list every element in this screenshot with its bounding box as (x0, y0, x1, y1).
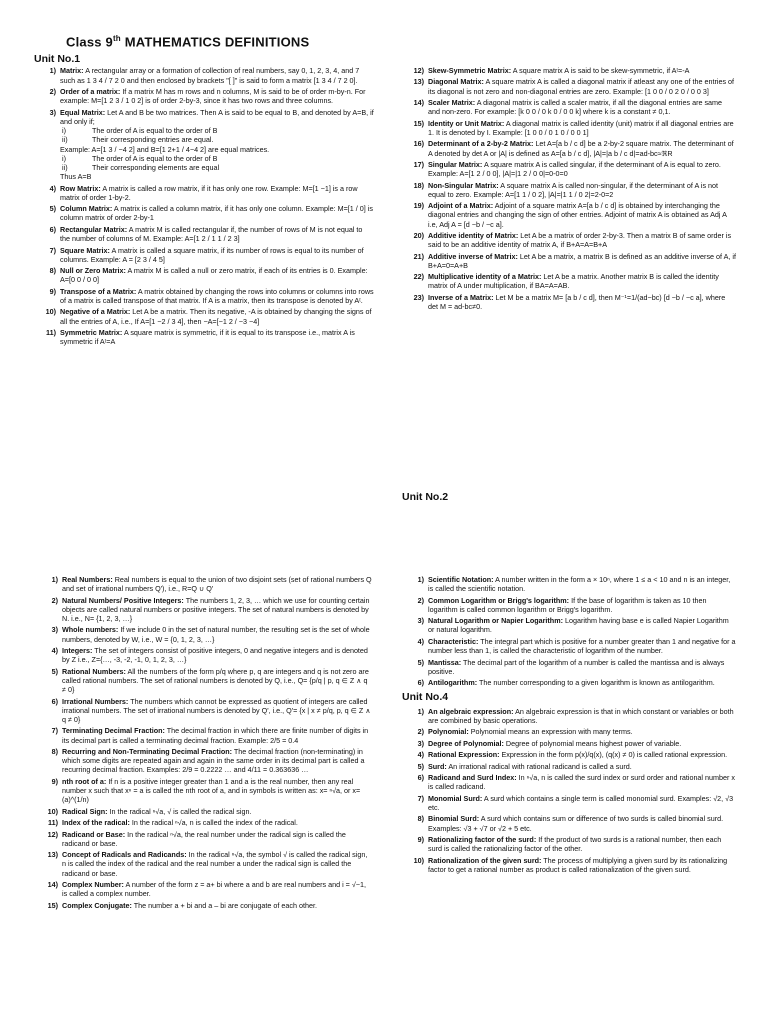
unit1-item (34, 225, 374, 243)
unit1-item (34, 87, 374, 105)
definition-text: The numbers 1, 2, 3, … which we use for counting certain objects are called natural numbers or positive integers. The set of natural numbers is denoted by N. i.e., N= {1, 2, 3, …} (62, 595, 370, 624)
definition-text: Let A be a matrix of order 2-by-3. Then a matrix B of same order is said to be an additive identity of matrix A, if B+A=A=B+A (428, 231, 732, 250)
item-number: 8) (49, 266, 56, 276)
definition-term: Additive identity of Matrix: (428, 231, 519, 240)
definition-term: Additive inverse of Matrix: (428, 251, 518, 261)
definition-term: Integers: (62, 646, 93, 656)
unit3-item (402, 658, 736, 676)
unit1-item (402, 98, 736, 116)
definition-term: Inverse of a Matrix: (428, 292, 494, 302)
unit3-unit4-column (402, 575, 736, 876)
unit2-item (36, 880, 372, 898)
item-number: 2) (417, 727, 424, 737)
definition-text: If the product of two surds is a rational number, then each surd is called the rationalizing factor of the other. (428, 834, 722, 854)
unit1-item (34, 328, 374, 346)
unit3-item (402, 596, 736, 614)
definition-text: A diagonal matrix is called a scaler matrix, if all the diagonal entries are same and non-zero. For example: [k 0 0 / 0 k 0 / 0 0 k] where k is a constant ≠ 0,1. (428, 98, 723, 117)
unit4-item (402, 814, 736, 832)
definition-text: If a matrix M has m rows and n columns, M is said to be of order m-by-n. For example: M=[1 2 3 / 1 0 2] is of order 2-by-3, since it has two rows and three columns. (60, 87, 366, 106)
definition-text: The integral part which is positive for a number greater than 1 and negative for a number less than 1, is called the characteristic of logarithm of the number. (428, 636, 736, 656)
definition-term: Terminating Decimal Fraction: (62, 726, 165, 736)
definition-term: Rational Expression: (428, 750, 500, 760)
unit1-item (402, 231, 736, 249)
definition-term: Antilogarithm: (428, 678, 478, 688)
unit2-item (36, 807, 372, 816)
condition-line (60, 154, 374, 163)
definition-text: Real numbers is equal to the union of two disjoint sets (set of rational numbers Q and set of irrational numbers Q'), i.e., R=Q ∪ Q' (62, 575, 372, 594)
unit4-item (402, 739, 736, 748)
item-number: 18) (413, 180, 424, 190)
unit4-heading: Unit No.4 (402, 691, 449, 704)
unit1-right-list (402, 66, 736, 311)
item-number: 7) (49, 245, 56, 255)
equal-matrix-conditions (60, 126, 374, 181)
condition-line (60, 126, 374, 135)
definition-term: Negative of a Matrix: (60, 307, 131, 317)
unit2-item (36, 850, 372, 878)
unit4-item (402, 750, 736, 759)
definition-term: Null or Zero Matrix: (60, 266, 126, 276)
item-number: 11) (46, 328, 56, 337)
unit3-item (402, 575, 736, 593)
definition-text: The decimal fraction in which there are finite number of digits in its decimal part is called a terminating decimal fraction. Example: 2/5 = 0.4 (62, 726, 369, 745)
definition-text: An irrational radical with rational radicand is called a surd. (448, 761, 632, 771)
unit4-item (402, 835, 736, 853)
definition-term: An algebraic expression: (428, 706, 514, 716)
item-number: 12) (47, 829, 58, 839)
unit2-item (36, 726, 372, 744)
item-number: 4) (417, 750, 424, 760)
definition-text: Let A=[a b / c d] be a 2-by-2 square matrix. The determinant of A denoted by det A or |A| is defined as A=[a b / c d], |A|=|a b / c d|=ad-bc≈ℜR (428, 139, 734, 158)
item-number: 6) (51, 696, 58, 706)
definition-term: Rectangular Matrix: (60, 224, 128, 234)
definition-text: In the radical ⁿ√a, the symbol √ is called the radical sign, n is called the index of the radical and the real number a under the radical sign is called the radicand or base. (62, 850, 368, 878)
definition-text: The decimal part of the logarithm of a number is called the mantissa and is always positive. (428, 657, 725, 676)
definition-text: A matrix is called a column matrix, if it has only one column. Example: M=[1 / 0] is column matrix of order 2-by-1 (60, 204, 373, 223)
definition-term: Adjoint of a Matrix: (428, 201, 494, 211)
definition-text: A number of the form z = a+ bi where a and b are real numbers and i = √−1, is called a complex number. (62, 880, 366, 899)
unit2-item (36, 667, 372, 695)
item-number: 6) (417, 773, 424, 783)
definition-text: A square matrix A is called singular, if the determinant of A is equal to zero. Example: A=[1 2 / 0 0], |A|=|1 2 / 0 0|=0-0=0 (428, 159, 721, 179)
unit3-item (402, 616, 736, 634)
unit2-item (36, 818, 372, 827)
item-number: 6) (417, 678, 424, 688)
definition-term: Symmetric Matrix: (60, 328, 123, 337)
item-number: 10) (47, 806, 58, 816)
item-number: 9) (417, 834, 424, 844)
definition-term: Row Matrix: (60, 183, 101, 193)
condition-line (60, 163, 374, 172)
definition-text: The process of multiplying a given surd by its rationalizing factor to get a rational number as product is called rationalization of the given surd. (428, 855, 728, 874)
unit2-heading: Unit No.2 (402, 491, 449, 503)
definition-term: Monomial Surd: (428, 793, 483, 803)
unit2-item (36, 646, 372, 664)
item-number: 5) (51, 666, 58, 676)
unit1-item (402, 181, 736, 199)
condition-line (60, 145, 374, 154)
definition-term: Determinant of a 2-by-2 Matrix: (428, 139, 534, 149)
definition-text: The number a + bi and a – bi are conjugate of each other. (133, 900, 317, 910)
definition-term: Rational Numbers: (62, 666, 126, 676)
unit3-item (402, 637, 736, 655)
unit2-column (36, 575, 372, 912)
condition-text: Thus A=B (60, 172, 92, 182)
unit3-list (402, 575, 736, 687)
definition-text: In the radical ⁿ√a, the real number under the radical sign is called the radicand or base. (62, 829, 346, 848)
item-number: 2) (51, 595, 58, 605)
unit3-item (402, 678, 736, 687)
item-number: 1) (417, 706, 424, 716)
item-number: 20) (413, 231, 424, 240)
unit4-item (402, 727, 736, 736)
unit2-item (36, 625, 372, 643)
unit1-item (402, 77, 736, 95)
unit2-item (36, 596, 372, 624)
definition-term: Rationalization of the given surd: (428, 855, 542, 865)
definition-text: Let A be a matrix, a matrix B is defined as an additive inverse of A, if B+A=0=A+B (428, 251, 737, 270)
item-number: 1) (49, 66, 56, 76)
unit2-item (36, 697, 372, 725)
item-number: 19) (413, 201, 424, 211)
definition-text: Let M be a matrix M= [a b / c d], then M⁻¹=1/(ad−bc) [d −b / −c a], where det M = ad-bc≠0. (428, 292, 726, 312)
definition-term: Complex Conjugate: (62, 900, 132, 910)
unit2-item (36, 575, 372, 593)
definition-text: A square matrix A is called non-singular, if the determinant of A is not equal to zero. Example: A=[1 1 / 0 2], |A|=|1 1 / 0 2|=2-0=2 (428, 180, 719, 199)
unit1-heading: Unit No.1 (34, 53, 81, 65)
definition-text: A diagonal matrix is called identity (unit) matrix if all diagonal entries are 1. It is denoted by I. Example: [1 0 0 / 0 1 0 / 0 0 1] (428, 118, 734, 137)
condition-numeral: ii) (62, 163, 68, 172)
unit4-item (402, 762, 736, 771)
item-number: 3) (49, 107, 56, 117)
item-number: 13) (47, 850, 58, 860)
definition-term: Mantissa: (428, 657, 462, 667)
unit4-item (402, 794, 736, 812)
page-title (66, 34, 309, 51)
definition-text: In the radical ⁿ√a, n is called the index of the radical. (131, 818, 298, 828)
definition-term: Identity or Unit Matrix: (428, 118, 505, 128)
definition-text: A matrix M is called a null or zero matrix, if each of its entries is 0. Example: A=[0 0 / 0 0] (60, 266, 368, 285)
unit4-item (402, 773, 736, 791)
definition-term: Binomial Surd: (428, 814, 480, 824)
definition-term: Natural Logarithm or Napier Logarithm: (428, 616, 563, 626)
unit1-item (34, 246, 374, 264)
unit1-left-column (34, 53, 374, 349)
definition-term: Surd: (428, 761, 447, 771)
condition-numeral: ii) (62, 135, 68, 145)
definition-text: Expression in the form p(x)/q(x), (q(x) ≠ 0) is called rational expression. (501, 750, 728, 760)
item-number: 2) (417, 595, 424, 605)
unit4-item (402, 707, 736, 725)
item-number: 23) (413, 292, 424, 302)
definition-term: Diagonal Matrix: (428, 77, 484, 87)
definition-text: Adjoint of a square matrix A=[a b / c d] is obtained by interchanging the diagonal entries and changing the sign of other entries. Adjoint of matrix A is obtained as Adj A i.e, Adj A = [d −b / −c a]. (428, 201, 727, 229)
definition-text: All the numbers of the form p/q where p, q are integers and q is not zero are called rational numbers. The set of rational numbers is denoted by Q, i.e., Q= {p/q | p, q ∈ Z ∧ q ≠ 0} (62, 666, 369, 695)
definition-term: Degree of Polynomial: (428, 738, 504, 748)
definition-term: Whole numbers: (62, 625, 119, 635)
definition-text: A matrix is called a row matrix, if it has only one row. Example: M=[1 −1] is a row matrix of order 1-by-2. (60, 183, 358, 202)
unit1-item (34, 184, 374, 202)
unit1-item (402, 139, 736, 157)
condition-text: The order of A is equal to the order of B (92, 126, 218, 136)
definition-term: Column Matrix: (60, 204, 113, 214)
definition-term: Matrix: (60, 66, 84, 76)
condition-numeral: i) (62, 153, 66, 163)
item-number: 3) (417, 616, 424, 626)
definition-term: Radicand and Surd Index: (428, 773, 517, 783)
definition-term: Recurring and Non-Terminating Decimal Fraction: (62, 747, 232, 757)
definition-text: The decimal fraction (non-terminating) in which some digits are repeated again and again in the same order in its decimal part is called a recurring decimal fraction. Examples: 2/9 = 0.2222 … and 4/11 = 0.363636 … (62, 747, 365, 775)
item-number: 3) (417, 738, 424, 748)
definition-text: The set of integers consist of positive integers, 0 and negative integers and is denoted by Z i.e., Z={…, -3, -2, -1, 0, 1, 2, 3, …} (62, 646, 368, 665)
item-number: 8) (51, 747, 58, 757)
definition-text: A square matrix is symmetric, if it is equal to its transpose i.e., matrix A is symmetric if Aᵗ=A (60, 328, 355, 347)
condition-text: The order of A is equal to the order of B (92, 153, 218, 163)
definition-term: nth root of a: (62, 776, 107, 786)
definition-text: Degree of polynomial means highest power of variable. (505, 738, 682, 748)
item-number: 1) (417, 575, 424, 584)
unit1-item (402, 272, 736, 290)
definition-term: Scientific Notation: (428, 575, 494, 584)
item-number: 5) (417, 657, 424, 667)
unit1-right-column (402, 66, 736, 314)
item-number: 15) (413, 118, 424, 128)
unit1-item (34, 307, 374, 325)
unit4-list (402, 707, 736, 874)
unit1-item (402, 293, 736, 311)
item-number: 6) (49, 224, 56, 234)
definition-term: Non-Singular Matrix: (428, 180, 499, 190)
item-number: 12) (413, 66, 424, 75)
definition-text: In ⁿ√a, n is called the surd index or surd order and rational number x is called radicand. (428, 773, 735, 792)
definition-text: A matrix M is called rectangular if, the number of rows of M is not equal to the number of columns of M. Example: A=[1 2 / 1 1 / 2 3] (60, 224, 363, 244)
unit1-item (34, 266, 374, 284)
item-number: 5) (49, 204, 56, 214)
definition-text: A square matrix A is said to be skew-symmetric, if Aᵗ=-A (512, 66, 690, 75)
definition-term: Scaler Matrix: (428, 98, 476, 108)
item-number: 17) (413, 159, 424, 169)
definition-text: A number written in the form a × 10ⁿ, where 1 ≤ a < 10 and n is an integer, is called the scientific notation. (428, 575, 731, 594)
definition-term: Polynomial: (428, 727, 469, 737)
definition-text: The numbers which cannot be expressed as quotient of integers are called irrational numbers. The set of irrational numbers is denoted by Q', i.e., Q'= {x | x ≠ p/q, p, q ∈ Z ∧ q ≠ 0} (62, 696, 371, 724)
item-number: 4) (51, 646, 58, 656)
unit1-item (34, 287, 374, 305)
definition-term: Multiplicative identity of a Matrix: (428, 272, 542, 282)
definition-text: If n is a positive integer greater than 1 and a is the real number, then any real number x such that xⁿ = a is called the nth root of a, and in symbols is written as: x= ⁿ√a, or x= (a)^(1/n) (62, 776, 361, 805)
definition-term: Radicand or Base: (62, 829, 126, 839)
item-number: 10) (45, 307, 56, 317)
unit2-item (36, 747, 372, 775)
unit2-item (36, 830, 372, 848)
definition-text: A surd which contains sum or difference of two surds is called binomial surd. Examples: √3 + √7 or √2 + 5 etc. (428, 814, 724, 833)
definition-text: The number corresponding to a given logarithm is known as antilogarithm. (478, 678, 715, 688)
item-number: 15) (47, 900, 58, 910)
unit1-item (34, 204, 374, 222)
definition-text: A matrix obtained by changing the rows into columns or columns into rows of a matrix is called transpose of that matrix. If A is a matrix, then its transpose is denoted by Aᵗ. (60, 286, 374, 305)
item-number: 14) (47, 880, 58, 889)
definition-text: Let A be a matrix. Then its negative, -A is obtained by changing the signs of all the entries of A, i.e., If A=[1 −2 / 3 4], then −A=[−1 2 / −3 −4] (60, 307, 372, 326)
definition-term: Characteristic: (428, 636, 479, 646)
definition-term: Common Logarithm or Brigg's logarithm: (428, 595, 570, 605)
unit1-item (34, 108, 374, 182)
definition-term: Complex Number: (62, 880, 124, 889)
definition-term: Radical Sign: (62, 806, 108, 816)
item-number: 1) (51, 575, 58, 584)
definition-text: If we include 0 in the set of natural number, the resulting set is the set of whole numbers, denoted by W, i.e., W = {0, 1, 2, 3, …} (62, 625, 370, 644)
unit1-item (402, 66, 736, 75)
unit2-list (36, 575, 372, 910)
item-number: 10) (413, 855, 424, 865)
definition-text: A rectangular array or a formation of collection of real numbers, say 0, 1, 2, 3, 4, and 7 such as 1 3 4 / 7 2 0 and then enclosed by brackets "[ ]" is said to form a matrix [1 3 4 / 7 2 0]. (60, 66, 360, 85)
definition-text: A matrix is called a square matrix, if its number of rows is equal to its number of columns. Example: A = [2 3 / 4 5] (60, 245, 364, 264)
unit1-item (402, 160, 736, 178)
definition-text: Let A and B be two matrices. Then A is said to be equal to B, and denoted by A=B, if and only if; (60, 107, 374, 126)
item-number: 13) (413, 77, 424, 87)
definition-term: Singular Matrix: (428, 159, 483, 169)
item-number: 14) (413, 98, 424, 108)
definition-text: If the base of logarithm is taken as 10 then logarithm is called common logarithm or Brigg's logarithm. (428, 595, 707, 614)
condition-line (60, 172, 374, 181)
definition-text: A square matrix A is called a diagonal matrix if atleast any one of the entries of its diagonal is not zero and non-diagonal entries are zero. Example: [1 0 0 / 0 2 0 / 0 0 3] (428, 77, 735, 96)
unit2-item (36, 901, 372, 910)
definition-term: Irrational Numbers: (62, 696, 129, 706)
definition-term: Concept of Radicals and Radicands: (62, 850, 187, 860)
condition-numeral: i) (62, 126, 66, 136)
unit2-item (36, 777, 372, 805)
item-number: 7) (51, 726, 58, 736)
condition-text: Their corresponding elements are equal (92, 163, 220, 172)
definition-text: Logarithm having base e is called Napier Logarithm or natural logarithm. (428, 616, 729, 635)
definition-term: Real Numbers: (62, 575, 113, 584)
unit1-item (34, 66, 374, 84)
item-number: 3) (51, 625, 58, 635)
definition-term: Square Matrix: (60, 245, 110, 255)
item-number: 8) (417, 814, 424, 824)
item-number: 2) (49, 87, 56, 97)
item-number: 21) (413, 251, 424, 261)
definition-term: Order of a matrix: (60, 87, 121, 97)
page-title-superscript: th (112, 34, 121, 43)
item-number: 22) (413, 272, 424, 282)
definition-term: Transpose of a Matrix: (60, 286, 137, 296)
item-number: 9) (49, 286, 56, 296)
item-number: 16) (413, 139, 424, 149)
unit4-item (402, 856, 736, 874)
definition-term: Rationalizing factor of the surd: (428, 834, 537, 844)
definition-text: In the radical ⁿ√a, √ is called the radical sign. (109, 806, 252, 816)
unit1-item (402, 201, 736, 229)
definition-term: Index of the radical: (62, 818, 130, 828)
unit1-item (402, 119, 736, 137)
definition-text: Polynomial means an expression with many terms. (470, 727, 633, 737)
definition-term: Equal Matrix: (60, 107, 106, 117)
unit1-item (402, 252, 736, 270)
definition-term: Natural Numbers/ Positive Integers: (62, 595, 184, 605)
item-number: 7) (417, 793, 424, 803)
page-title-class: Class 9 (66, 34, 113, 50)
definition-text: An algebraic expression is that in which constant or variables or both are combined by basic operations. (428, 706, 734, 725)
definition-text: A surd which contains a single term is called monomial surd. Examples: √2, √3 etc. (428, 793, 734, 812)
condition-line (60, 135, 374, 144)
definition-text: Let A be a matrix. Another matrix B is called the identity matrix of A under multiplication, if BA=A=AB. (428, 272, 719, 291)
item-number: 4) (417, 636, 424, 646)
condition-text: Example: A=[1 3 / −4 2] and B=[1 2+1 / 4−4 2] are equal matrices. (60, 144, 270, 154)
item-number: 5) (417, 761, 424, 771)
page-title-rest: MATHEMATICS DEFINITIONS (120, 34, 310, 50)
condition-text: Their corresponding entries are equal. (92, 135, 214, 145)
item-number: 11) (48, 818, 58, 828)
definition-term: Skew-Symmetric Matrix: (428, 66, 512, 75)
item-number: 9) (51, 776, 58, 786)
item-number: 4) (49, 183, 56, 193)
unit1-left-list (34, 66, 374, 346)
